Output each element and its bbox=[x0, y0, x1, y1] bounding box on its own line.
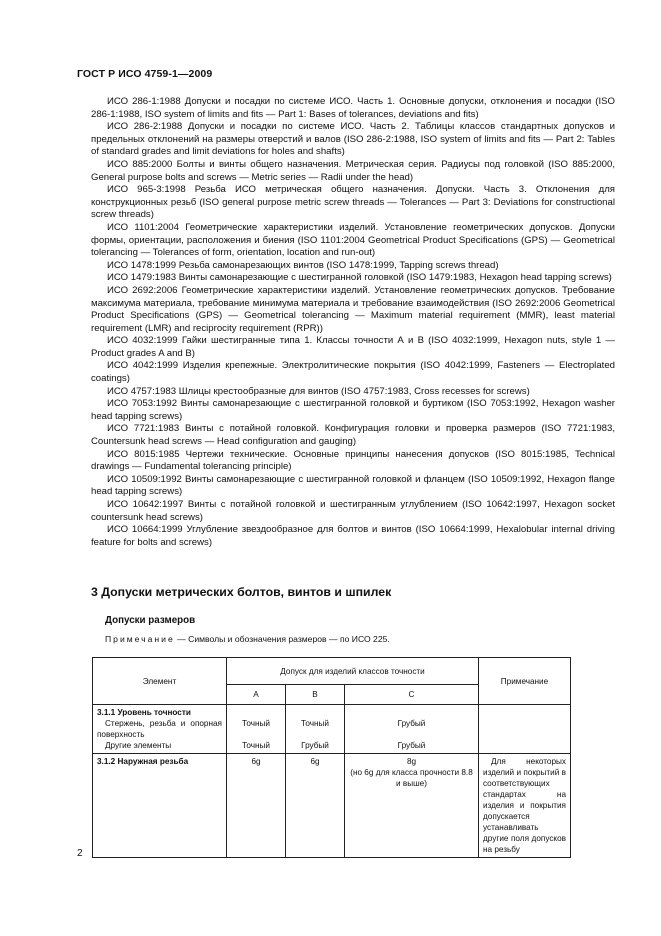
subsection-title: Допуски размеров bbox=[105, 615, 196, 626]
header-class-c: С bbox=[345, 685, 479, 705]
table-row bbox=[93, 705, 571, 754]
header-element: Элемент bbox=[93, 658, 227, 705]
section-title: 3 Допуски метрических болтов, винтов и шпилек bbox=[91, 585, 392, 599]
reference-item: ИСО 286-2:1988 Допуски и посадки по системе ИСО. Часть 2. Таблицы классов стандартных допусков и предельных отклонений на размеры отверстий и валов (ISO 286-2:1988, ISO system of limits and fits — Part 2: Tables of standard grades and limit deviations for holes and shafts) bbox=[91, 121, 615, 158]
reference-item: ИСО 8015:1985 Чертежи технические. Основные принципы нанесения допусков (ISO 8015:1985, Technical drawings — Fundamental tolerancing principle) bbox=[91, 448, 615, 473]
reference-item: ИСО 10642:1997 Винты с потайной головкой и шестигранным углублением (ISO 10642:1997, Hexagon socket countersunk head screws) bbox=[91, 499, 615, 523]
note-text: — Символы и обозначения размеров — по ИСО 225. bbox=[174, 634, 390, 644]
header-remark: Примечание bbox=[479, 658, 571, 705]
cell-value: Точный bbox=[242, 741, 270, 750]
tolerance-table bbox=[92, 657, 571, 858]
row-element-cell bbox=[93, 705, 227, 754]
reference-item: ИСО 885:2000 Болты и винты общего назначения. Метрическая серия. Радиусы под головкой (ISO 885:2000, General purpose bolts and screws — Metric series — Radii under the head) bbox=[91, 158, 615, 183]
reference-item: ИСО 10509:1992 Винты самонарезающие с шестигранной головкой и фланцем (ISO 10509:1992, Hexagon flange head tapping screws) bbox=[91, 473, 615, 498]
cell-value: Точный bbox=[242, 719, 270, 728]
reference-item: ИСО 7053:1992 Винты самонарезающие с шестигранной головкой и буртиком (ISO 7053:1992, Hexagon washer head tapping screws) bbox=[91, 398, 615, 422]
cell-note: (но 6g для класса прочности 8.8 и выше) bbox=[350, 768, 473, 788]
cell-value: 8g bbox=[406, 757, 417, 766]
reference-item: ИСО 1478:1999 Резьба самонарезающих винтов (ISO 1478:1999, Tapping screws thread) bbox=[107, 259, 499, 271]
cell-class-a: 6g bbox=[227, 754, 286, 858]
row-title: 3.1.2 Наружная резьба bbox=[97, 757, 189, 766]
cell-value: Точный bbox=[301, 719, 329, 728]
row-subitem: Другие элементы bbox=[105, 741, 172, 750]
row-element-cell bbox=[93, 754, 227, 858]
page-number: 2 bbox=[77, 848, 83, 859]
header-tolerance-group: Допуск для изделий классов точности bbox=[227, 658, 479, 685]
cell-class-b: 6g bbox=[286, 754, 345, 858]
reference-item: ИСО 7721:1983 Винты с потайной головкой. Конфигурация головки и проверка размеров (ISO 7721:1983, Countersunk head screws — Head configuration and gauging) bbox=[91, 423, 615, 448]
cell-value: Грубый bbox=[397, 741, 426, 750]
reference-item: ИСО 1479:1983 Винты самонарезающие с шестигранной головкой (ISO 1479:1983, Hexagon head tapping screws) bbox=[107, 272, 612, 284]
table-row bbox=[93, 754, 571, 858]
reference-item: ИСО 286-1:1988 Допуски и посадки по системе ИСО. Часть 1. Основные допуски, отклонения и посадки (ISO 286-1:1988, ISO system of limits and fits — Part 1: Bases of tolerances, deviations and fits) bbox=[91, 96, 615, 120]
cell-class-c bbox=[345, 705, 479, 754]
reference-item: ИСО 4757:1983 Шлицы крестообразные для винтов (ISO 4757:1983, Cross recesses for screws) bbox=[107, 385, 530, 397]
note bbox=[105, 634, 390, 644]
cell-value: Грубый bbox=[397, 719, 426, 728]
reference-item: ИСО 2692:2006 Геометрические характеристики изделий. Установление геометрических допусков. Требование максимума материала, требование минимума материала и требование взаимодействия (ISO 2692:2006 Geometrical Product Specifications (GPS) — Geometrical tolerancing — Maximum material requirement (MMR), least material requirement (LMR) and reciprocity requirement (RPR)) bbox=[91, 284, 615, 334]
normative-references bbox=[91, 96, 615, 549]
cell-class-c bbox=[345, 754, 479, 858]
reference-item: ИСО 10664:1999 Углубление звездообразное для болтов и винтов (ISO 10664:1999, Hexalobular internal driving feature for bolts and screws) bbox=[91, 524, 615, 548]
reference-item: ИСО 4032:1999 Гайки шестигранные типа 1. Классы точности А и В (ISO 4032:1999, Hexagon nuts, style 1 — Product grades A and B) bbox=[91, 335, 615, 359]
header-class-a: А bbox=[227, 685, 286, 705]
cell-remark: Для некоторых изделий и покрытий в соответствующих стандартах на изделия и покрытия допускается устанавливать другие поля допусков на резьбу bbox=[479, 754, 571, 858]
cell-value: Грубый bbox=[301, 741, 329, 750]
cell-class-b bbox=[286, 705, 345, 754]
reference-item: ИСО 965-3:1998 Резьба ИСО метрическая общего назначения. Допуски. Часть 3. Отклонения для конструкционных резьб (ISO general purpose metric screw threads — Tolerances — Part 3: Deviations for constructional screw threads) bbox=[91, 184, 615, 221]
document-header: ГОСТ Р ИСО 4759-1—2009 bbox=[77, 68, 213, 80]
row-subitem: Стержень, резьба и опорная поверхность bbox=[97, 719, 222, 739]
row-title: 3.1.1 Уровень точности bbox=[97, 708, 191, 717]
reference-item: ИСО 4042:1999 Изделия крепежные. Электролитические покрытия (ISO 4042:1999, Fasteners — Electroplated coatings) bbox=[91, 360, 615, 385]
note-label: Примечание bbox=[105, 634, 175, 644]
header-class-b: В bbox=[286, 685, 345, 705]
reference-item: ИСО 1101:2004 Геометрические характеристики изделий. Установление геометрических допусков. Допуски формы, ориентации, расположения и биения (ISO 1101:2004 Geometrical Product Specifications (GPS) — Geometrical tolerancing — Tolerances of form, orientation, location and run-out) bbox=[91, 221, 615, 259]
cell-remark bbox=[479, 705, 571, 754]
cell-class-a bbox=[227, 705, 286, 754]
